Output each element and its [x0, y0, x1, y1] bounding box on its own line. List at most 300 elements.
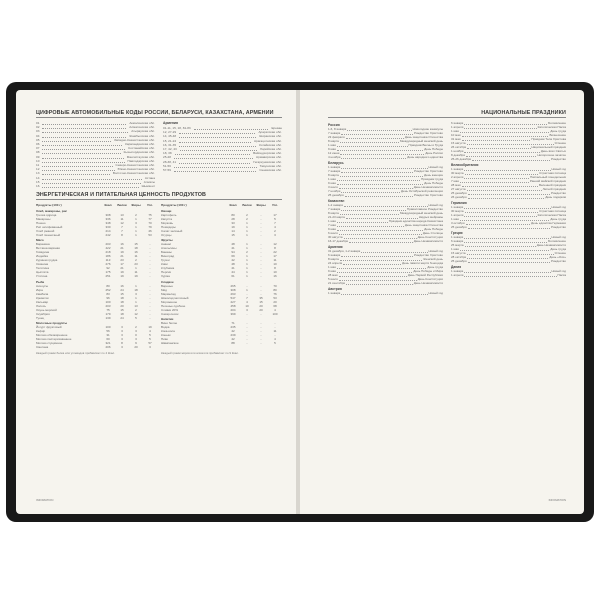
holidays-section — [328, 121, 566, 295]
holiday-name: День Победы — [424, 147, 443, 151]
product-name: Вино белое — [161, 321, 178, 326]
code-region: Карагандинская обл. — [125, 142, 155, 147]
product-value: 31 — [106, 333, 110, 338]
code-number: 18, 38 — [163, 151, 172, 156]
product-value: 18 — [120, 299, 124, 304]
product-value: 399 — [230, 311, 236, 316]
code-region: Гегаркуникская обл. — [253, 159, 282, 164]
holiday-name: День труда — [427, 265, 443, 269]
holiday-name: День труда — [550, 247, 566, 251]
product-value: - — [149, 242, 151, 247]
product-value: 3 — [135, 337, 137, 342]
product-value: 3 — [274, 232, 276, 237]
product-value: 1 — [246, 242, 248, 247]
product-value: - — [260, 228, 262, 233]
holiday-name: День Независимости — [413, 239, 443, 243]
code-region: Котайкская обл. — [259, 142, 282, 147]
product-value: 41 — [231, 246, 235, 251]
product-value: 3 — [135, 220, 137, 225]
product-name: Анчоусы — [36, 283, 48, 288]
holiday-name: Пасхальный понедельник — [530, 175, 566, 179]
product-value: - — [246, 337, 248, 342]
product-value: - — [149, 250, 151, 255]
product-value: 92 — [106, 266, 110, 271]
product-value: 24 — [120, 287, 124, 292]
product-value: 17 — [273, 212, 277, 217]
product-value: 2 — [246, 250, 248, 255]
holiday-row — [451, 157, 566, 161]
holiday-name: Новый год — [551, 167, 566, 171]
product-value: 8 — [274, 246, 276, 251]
product-name: Салат зелёный — [161, 228, 183, 233]
product-value: 19 — [120, 250, 124, 255]
product-value: 218 — [105, 250, 111, 255]
holiday-date: 9 мая — [328, 269, 336, 273]
code-number: 11 — [36, 163, 40, 168]
product-value: - — [149, 295, 151, 300]
holiday-country: Великобритания — [451, 163, 479, 167]
product-value: 1 — [246, 274, 248, 279]
product-value: 175 — [105, 270, 111, 275]
product-value: - — [260, 325, 262, 330]
holiday-name: Новый год — [428, 291, 443, 295]
holiday-name: Новогодние каникулы — [412, 127, 443, 131]
nutrition-category: Хлеб, макароны, рис — [36, 208, 68, 213]
holiday-row — [328, 155, 443, 159]
product-value: 11 — [273, 258, 277, 263]
product-value: 100 — [105, 299, 111, 304]
holiday-country: Казахстан — [328, 199, 345, 203]
dotted-leader — [341, 155, 406, 159]
product-value: 21 — [120, 246, 124, 251]
holiday-name: День памяти жертв Геноцида — [402, 261, 443, 265]
code-region: Южно-Казахстанская обл. — [117, 167, 155, 172]
product-name: Креветки — [36, 295, 49, 300]
product-value: - — [260, 216, 262, 221]
code-number: 51-56 — [163, 163, 171, 168]
holiday-date: 1-6, 8 января — [328, 127, 347, 131]
product-name: Шоколад молочный — [161, 295, 189, 300]
product-value: 19 — [120, 270, 124, 275]
product-name: Ветчина варёная — [36, 246, 60, 251]
product-value: 21 — [120, 254, 124, 259]
holiday-country: Дания — [451, 265, 462, 269]
holiday-date: 1 января — [451, 235, 464, 239]
product-value: - — [149, 299, 151, 304]
holiday-name: День защитника Отечества — [404, 223, 443, 227]
product-name: Пиво — [161, 337, 169, 342]
product-name: Рис шлифованный — [36, 224, 63, 229]
product-name: Огурцы — [161, 232, 172, 237]
code-region: Восточно-Казахстанская обл. — [112, 171, 155, 176]
product-value: 3 — [149, 345, 151, 350]
product-name: Печенье сдобное — [161, 303, 186, 308]
product-value: 12 — [134, 311, 138, 316]
holiday-row — [328, 281, 443, 285]
holiday-date: 1 ноября — [451, 149, 464, 153]
product-value: - — [260, 333, 262, 338]
product-value: 3 — [246, 307, 248, 312]
holiday-date: 2 апреля — [451, 175, 464, 179]
product-value: 5 — [149, 333, 151, 338]
product-value: 68 — [273, 303, 277, 308]
product-value: 75 — [148, 212, 152, 217]
holiday-date: 26 декабря — [451, 195, 467, 199]
product-value: - — [260, 246, 262, 251]
nutrition-category: Мясо — [36, 238, 44, 243]
product-value: - — [260, 341, 262, 346]
product-value: 56 — [106, 329, 110, 334]
product-value: 19 — [148, 325, 152, 330]
code-number: 57-59 — [163, 168, 171, 173]
product-name: Мороженое — [161, 299, 178, 304]
holiday-name: День Победы — [424, 181, 443, 185]
code-number: 08 — [36, 150, 40, 155]
holiday-date: 25 марта — [451, 243, 464, 247]
code-region: Акмолинская обл. — [129, 121, 155, 125]
code-region: Павлодарская обл. — [127, 158, 155, 163]
product-value: - — [149, 262, 151, 267]
product-value: 16 — [273, 274, 277, 279]
product-value: 76 — [273, 291, 277, 296]
nutrition-notes — [36, 349, 282, 355]
holiday-name: Праздник единства народа Казахстана — [388, 219, 443, 223]
product-value: - — [260, 250, 262, 255]
product-value: 48 — [231, 242, 235, 247]
holiday-name: Новый год — [551, 205, 566, 209]
product-value: - — [149, 274, 151, 279]
product-value: 8 — [121, 232, 123, 237]
dotted-leader — [349, 239, 413, 243]
product-value: 15 — [120, 291, 124, 296]
holiday-date: 9 мая — [328, 227, 336, 231]
product-value: 3 — [121, 325, 123, 330]
product-value: 20 — [134, 345, 138, 350]
product-value: 113 — [105, 258, 111, 263]
product-name: Молоко пастеризованное — [36, 337, 72, 342]
holiday-name: День Победы — [424, 227, 443, 231]
nutrition-category: Овощи — [161, 208, 172, 213]
holiday-date: 1 апреля — [451, 213, 464, 217]
product-value: 60 — [106, 337, 110, 342]
holiday-date: 1 мая — [451, 129, 459, 133]
holiday-date: 25 декабря — [328, 193, 344, 197]
product-value: 79 — [148, 224, 152, 229]
product-value: 235 — [230, 325, 236, 330]
right-footer: INFOMATION — [548, 498, 566, 502]
product-name: Куриная грудка — [36, 258, 58, 263]
product-value: 9 — [135, 341, 137, 346]
product-value: 69 — [231, 254, 235, 259]
product-value: 1 — [135, 228, 137, 233]
product-value: 1 — [135, 232, 137, 237]
product-value: - — [260, 258, 262, 263]
product-name: Баранина — [36, 242, 50, 247]
dotted-leader — [341, 291, 427, 295]
holiday-date: 1 апреля — [451, 125, 464, 129]
product-name: Апельсины — [161, 246, 177, 251]
holiday-row — [451, 273, 566, 277]
product-value: 16 — [134, 250, 138, 255]
product-value: - — [260, 291, 262, 296]
product-value: - — [260, 283, 262, 288]
product-value: - — [246, 311, 248, 316]
code-number: 09 — [36, 154, 40, 159]
code-row — [36, 184, 155, 188]
nutrition-table-left — [36, 203, 157, 349]
holiday-country: Армения — [328, 245, 343, 249]
code-region: Северо-Казахстанская обл. — [115, 163, 155, 168]
product-value: 100 — [272, 311, 278, 316]
code-number: 15, 21-24 — [163, 138, 177, 143]
product-value: 11 — [134, 270, 138, 275]
holiday-date: 5 июля — [328, 277, 338, 281]
holiday-date: 21 сентября — [328, 281, 345, 285]
holiday-date: 28 октября — [451, 255, 467, 259]
product-value: 15 — [259, 299, 263, 304]
holiday-row — [328, 291, 443, 295]
product-value: - — [246, 325, 248, 330]
product-value: 3 — [121, 333, 123, 338]
holiday-date: 9 мая — [328, 181, 336, 185]
product-value: 24 — [120, 315, 124, 320]
product-value: 12 — [273, 242, 277, 247]
dotted-leader — [468, 225, 550, 229]
nutrition-category: Рыба — [36, 279, 45, 284]
nutrition-header-cell: Ккал — [104, 203, 112, 208]
holiday-date: 30 августа — [328, 235, 343, 239]
product-value: - — [260, 220, 262, 225]
product-value: 7 — [121, 228, 123, 233]
product-name: Молоко обезжиренное — [36, 333, 68, 338]
product-value: 3 — [135, 329, 137, 334]
product-value: 1 — [246, 287, 248, 292]
holiday-date: 15 августа — [451, 251, 466, 255]
product-name: Варенье — [161, 283, 173, 288]
holiday-date: 1 апреля — [451, 273, 464, 277]
nutrition-header-cell: Угл. — [272, 203, 278, 208]
holiday-date: 8 марта — [328, 211, 339, 215]
product-value: 19 — [120, 274, 124, 279]
product-value: 422 — [105, 246, 111, 251]
product-value: - — [260, 321, 262, 326]
holiday-name: Женский день — [423, 257, 443, 261]
product-value: 1 — [135, 224, 137, 229]
codes-title: ЦИФРОВЫЕ АВТОМОБИЛЬНЫЕ КОДЫ РОССИИ, БЕЛАРУСИ, КАЗАХСТАНА, АРМЕНИИ — [36, 110, 282, 118]
holiday-name: Рождество Христово — [414, 193, 443, 197]
product-value: 94 — [231, 250, 235, 255]
product-value: 41 — [231, 266, 235, 271]
holiday-date: 31 мая — [451, 137, 461, 141]
product-value: 330 — [105, 224, 111, 229]
product-value: 5 — [274, 341, 276, 346]
product-name: Утятина — [36, 274, 48, 279]
product-value: 206 — [105, 345, 111, 350]
holiday-name: Рождество Христово — [414, 131, 443, 135]
product-value: - — [149, 311, 151, 316]
nutrition-header-cell: Белки — [117, 203, 127, 208]
product-value: 28 — [231, 216, 235, 221]
holiday-date: 7 января — [328, 131, 341, 135]
holiday-name: Рождество — [550, 259, 566, 263]
code-region: Астана — [144, 175, 155, 180]
product-name: Скумбрия — [36, 311, 50, 316]
product-name: Икра — [36, 287, 43, 292]
product-value: - — [274, 321, 276, 326]
product-value: 19 — [231, 224, 235, 229]
holiday-date: 21-23 марта — [328, 215, 345, 219]
product-value: 5 — [274, 216, 276, 221]
holiday-name: Непорочное зачатие — [537, 153, 566, 157]
nutrition-header-cell: Ккал — [229, 203, 237, 208]
product-value: 2 — [135, 307, 137, 312]
product-name: Хлеб пшеничный — [36, 232, 61, 237]
product-value: 204 — [230, 307, 236, 312]
product-value: 3 — [121, 345, 123, 350]
holiday-name: День народного единства — [407, 155, 443, 159]
code-number: 14, 45-48 — [163, 134, 177, 139]
product-name: Свинина — [36, 262, 49, 267]
product-value: - — [149, 307, 151, 312]
product-value: 15 — [120, 307, 124, 312]
product-value: 48 — [231, 262, 235, 267]
holiday-name: Новый год — [428, 203, 443, 207]
holiday-date: 10 мая — [451, 133, 461, 137]
code-region: Шымкент — [141, 184, 155, 189]
holiday-name: Праздник труда — [421, 177, 443, 181]
product-value: 16 — [120, 283, 124, 288]
product-value: 61 — [231, 274, 235, 279]
product-value: 20 — [259, 303, 263, 308]
product-value: - — [149, 283, 151, 288]
product-value: - — [246, 341, 248, 346]
product-value: - — [149, 287, 151, 292]
holiday-name: День «Охи» — [549, 255, 566, 259]
product-value: 15 — [134, 242, 138, 247]
holiday-date: 6 января — [451, 239, 464, 243]
holiday-date: 27 августа — [451, 187, 466, 191]
product-value: 1 — [246, 246, 248, 251]
holiday-name: День России — [425, 151, 443, 155]
holiday-row — [451, 225, 566, 229]
product-value: 22 — [273, 250, 277, 255]
product-value: 46 — [148, 228, 152, 233]
product-value: 14 — [231, 228, 235, 233]
product-value: 18 — [120, 311, 124, 316]
holiday-name: Страстная пятница — [539, 171, 566, 175]
product-name: Камбала — [36, 291, 49, 296]
left-footer: INFOMATION — [36, 498, 54, 502]
product-value: 4 — [274, 337, 276, 342]
nutrition-title: ЭНЕРГЕТИЧЕСКАЯ И ПИТАТЕЛЬНАЯ ЦЕННОСТЬ ПРОДУКТОВ — [36, 192, 282, 200]
product-value: 5 — [135, 315, 137, 320]
product-name: Хурма — [161, 274, 170, 279]
product-value: - — [149, 270, 151, 275]
product-value: 57 — [148, 341, 152, 346]
holiday-date: 1 мая — [328, 177, 336, 181]
product-value: 214 — [105, 228, 111, 233]
nutrition-table-right — [161, 203, 282, 345]
holiday-name: День всех Святых — [540, 149, 566, 153]
product-value: 458 — [230, 303, 236, 308]
product-value: 53 — [273, 295, 277, 300]
product-name: Бананы — [161, 250, 172, 255]
holiday-name: День труда — [550, 129, 566, 133]
product-value: 8 — [274, 266, 276, 271]
nutrition-header-cell: Угл. — [147, 203, 153, 208]
product-value: 15 — [231, 232, 235, 237]
product-value: 1 — [135, 283, 137, 288]
product-value: 1 — [246, 232, 248, 237]
holiday-date: 4 ноября — [328, 155, 341, 159]
product-value: 3 — [121, 337, 123, 342]
holiday-name: Новый год — [551, 235, 566, 239]
holiday-row — [328, 193, 443, 197]
code-number: 06 — [36, 142, 40, 147]
product-value: 547 — [230, 295, 236, 300]
holiday-date: 7 мая — [451, 179, 459, 183]
code-region: Мангистауская обл. — [126, 154, 155, 159]
holiday-country: Греция — [451, 231, 463, 235]
holiday-country: Россия — [328, 123, 340, 127]
product-value: 13 — [120, 212, 124, 217]
holiday-name: Успение — [554, 141, 566, 145]
product-value: 80 — [106, 283, 110, 288]
dotted-leader — [346, 281, 413, 285]
holiday-name: День труда — [550, 217, 566, 221]
holiday-date: 15 августа — [451, 141, 466, 145]
holiday-country: Австрия — [328, 287, 342, 291]
holiday-date: 25 декабря — [451, 191, 467, 195]
code-region: Армавирская обл. — [256, 155, 282, 160]
code-region: Тавушская обл. — [259, 163, 282, 168]
product-value: 321 — [105, 341, 111, 346]
holiday-name: Международный женский день — [399, 139, 443, 143]
code-number: 12, 27-29 — [163, 130, 177, 135]
product-value: 186 — [105, 254, 111, 259]
product-value: 2 — [135, 212, 137, 217]
product-value: 23 — [134, 262, 138, 267]
holiday-name: Рождество — [550, 225, 566, 229]
code-number: 15 — [36, 179, 40, 184]
product-value: 242 — [105, 232, 111, 237]
product-value: 2 — [135, 325, 137, 330]
nutrition-section — [36, 203, 282, 349]
product-value: 308 — [230, 287, 236, 292]
product-value: 42 — [231, 329, 235, 334]
product-value: 20 — [120, 303, 124, 308]
product-value: - — [149, 254, 151, 259]
holiday-date: 30 марта — [451, 209, 464, 213]
product-value: 1 — [246, 224, 248, 229]
product-value: 35 — [259, 295, 263, 300]
holiday-date: 16-17 декабря — [328, 239, 348, 243]
dotted-leader — [42, 184, 138, 188]
product-value: 88 — [231, 341, 235, 346]
holiday-date: 7 ноября — [328, 189, 341, 193]
holiday-name: День Конституции — [417, 235, 443, 239]
holiday-name: Новый год — [428, 249, 443, 253]
codes-column-armenia — [163, 121, 282, 188]
product-value: 5 — [149, 337, 151, 342]
product-name: Груши — [161, 258, 170, 263]
product-value: - — [260, 337, 262, 342]
product-value: - — [246, 291, 248, 296]
holiday-date: 1 января — [451, 205, 464, 209]
product-value: 1 — [135, 295, 137, 300]
product-name: Лосось — [36, 303, 46, 308]
code-number: 07 — [36, 146, 40, 151]
